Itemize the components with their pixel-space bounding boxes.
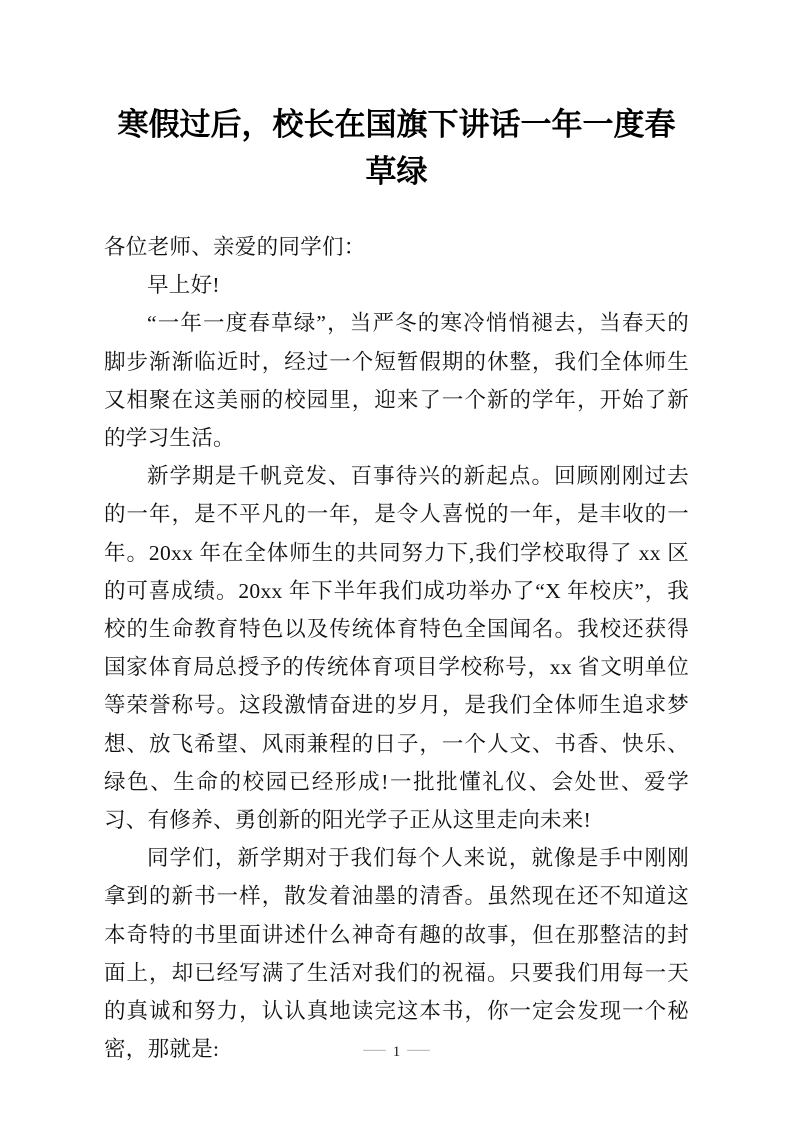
paragraph: 各位老师、亲爱的同学们： [104, 235, 366, 259]
page-number: 1 [392, 1044, 401, 1060]
paragraph: 同学们，新学期对于我们每个人来说，就像是手中刚刚拿到的新书一样，散发着油墨的清香。虽然现在还不知道这本奇特的书里面讲述什么神奇有趣的故事，但在那整洁的封面上，却已经写满了生活对我们的祝福。只要我们用每一天的真诚和努力，认认真地读完这本书，你一定会发现一个秘密，那就是: [104, 846, 689, 1062]
paragraph: “一年一度春草绿”，当严冬的寒冷悄悄褪去，当春天的脚步渐渐临近时，经过一个短暂假期的休整，我们全体师生又相聚在这美丽的校园里，迎来了一个新的学年，开始了新的学习生活。 [104, 311, 689, 451]
document-body [104, 228, 689, 1068]
footer-dash-left: — [363, 1042, 386, 1058]
paragraph: 新学期是千帆竞发、百事待兴的新起点。回顾刚刚过去的一年，是不平凡的一年，是令人喜悦的一年，是丰收的一年。20xx 年在全体师生的共同努力下,我们学校取得了 xx 区的可喜成绩。20xx 年下半年我们成功举办了“X 年校庆”，我校的生命教育特色以及传统体育特色全国闻名。我校还获得国家体育局总授予的传统体育项目学校称号，xx 省文明单位等荣誉称号。这段激情奋进的岁月，是我们全体师生追求梦想、放飞希望、风雨兼程的日子，一个人文、书香、快乐、绿色、生命的校园已经形成!一批批懂礼仪、会处世、爱学习、有修养、勇创新的阳光学子正从这里走向未来! [104, 464, 689, 833]
document-title: 寒假过后，校长在国旗下讲话一年一度春草绿 [117, 107, 676, 189]
page-footer [0, 1040, 793, 1062]
footer-dash-right: — [407, 1042, 430, 1058]
paragraph: 早上好! [147, 273, 220, 298]
